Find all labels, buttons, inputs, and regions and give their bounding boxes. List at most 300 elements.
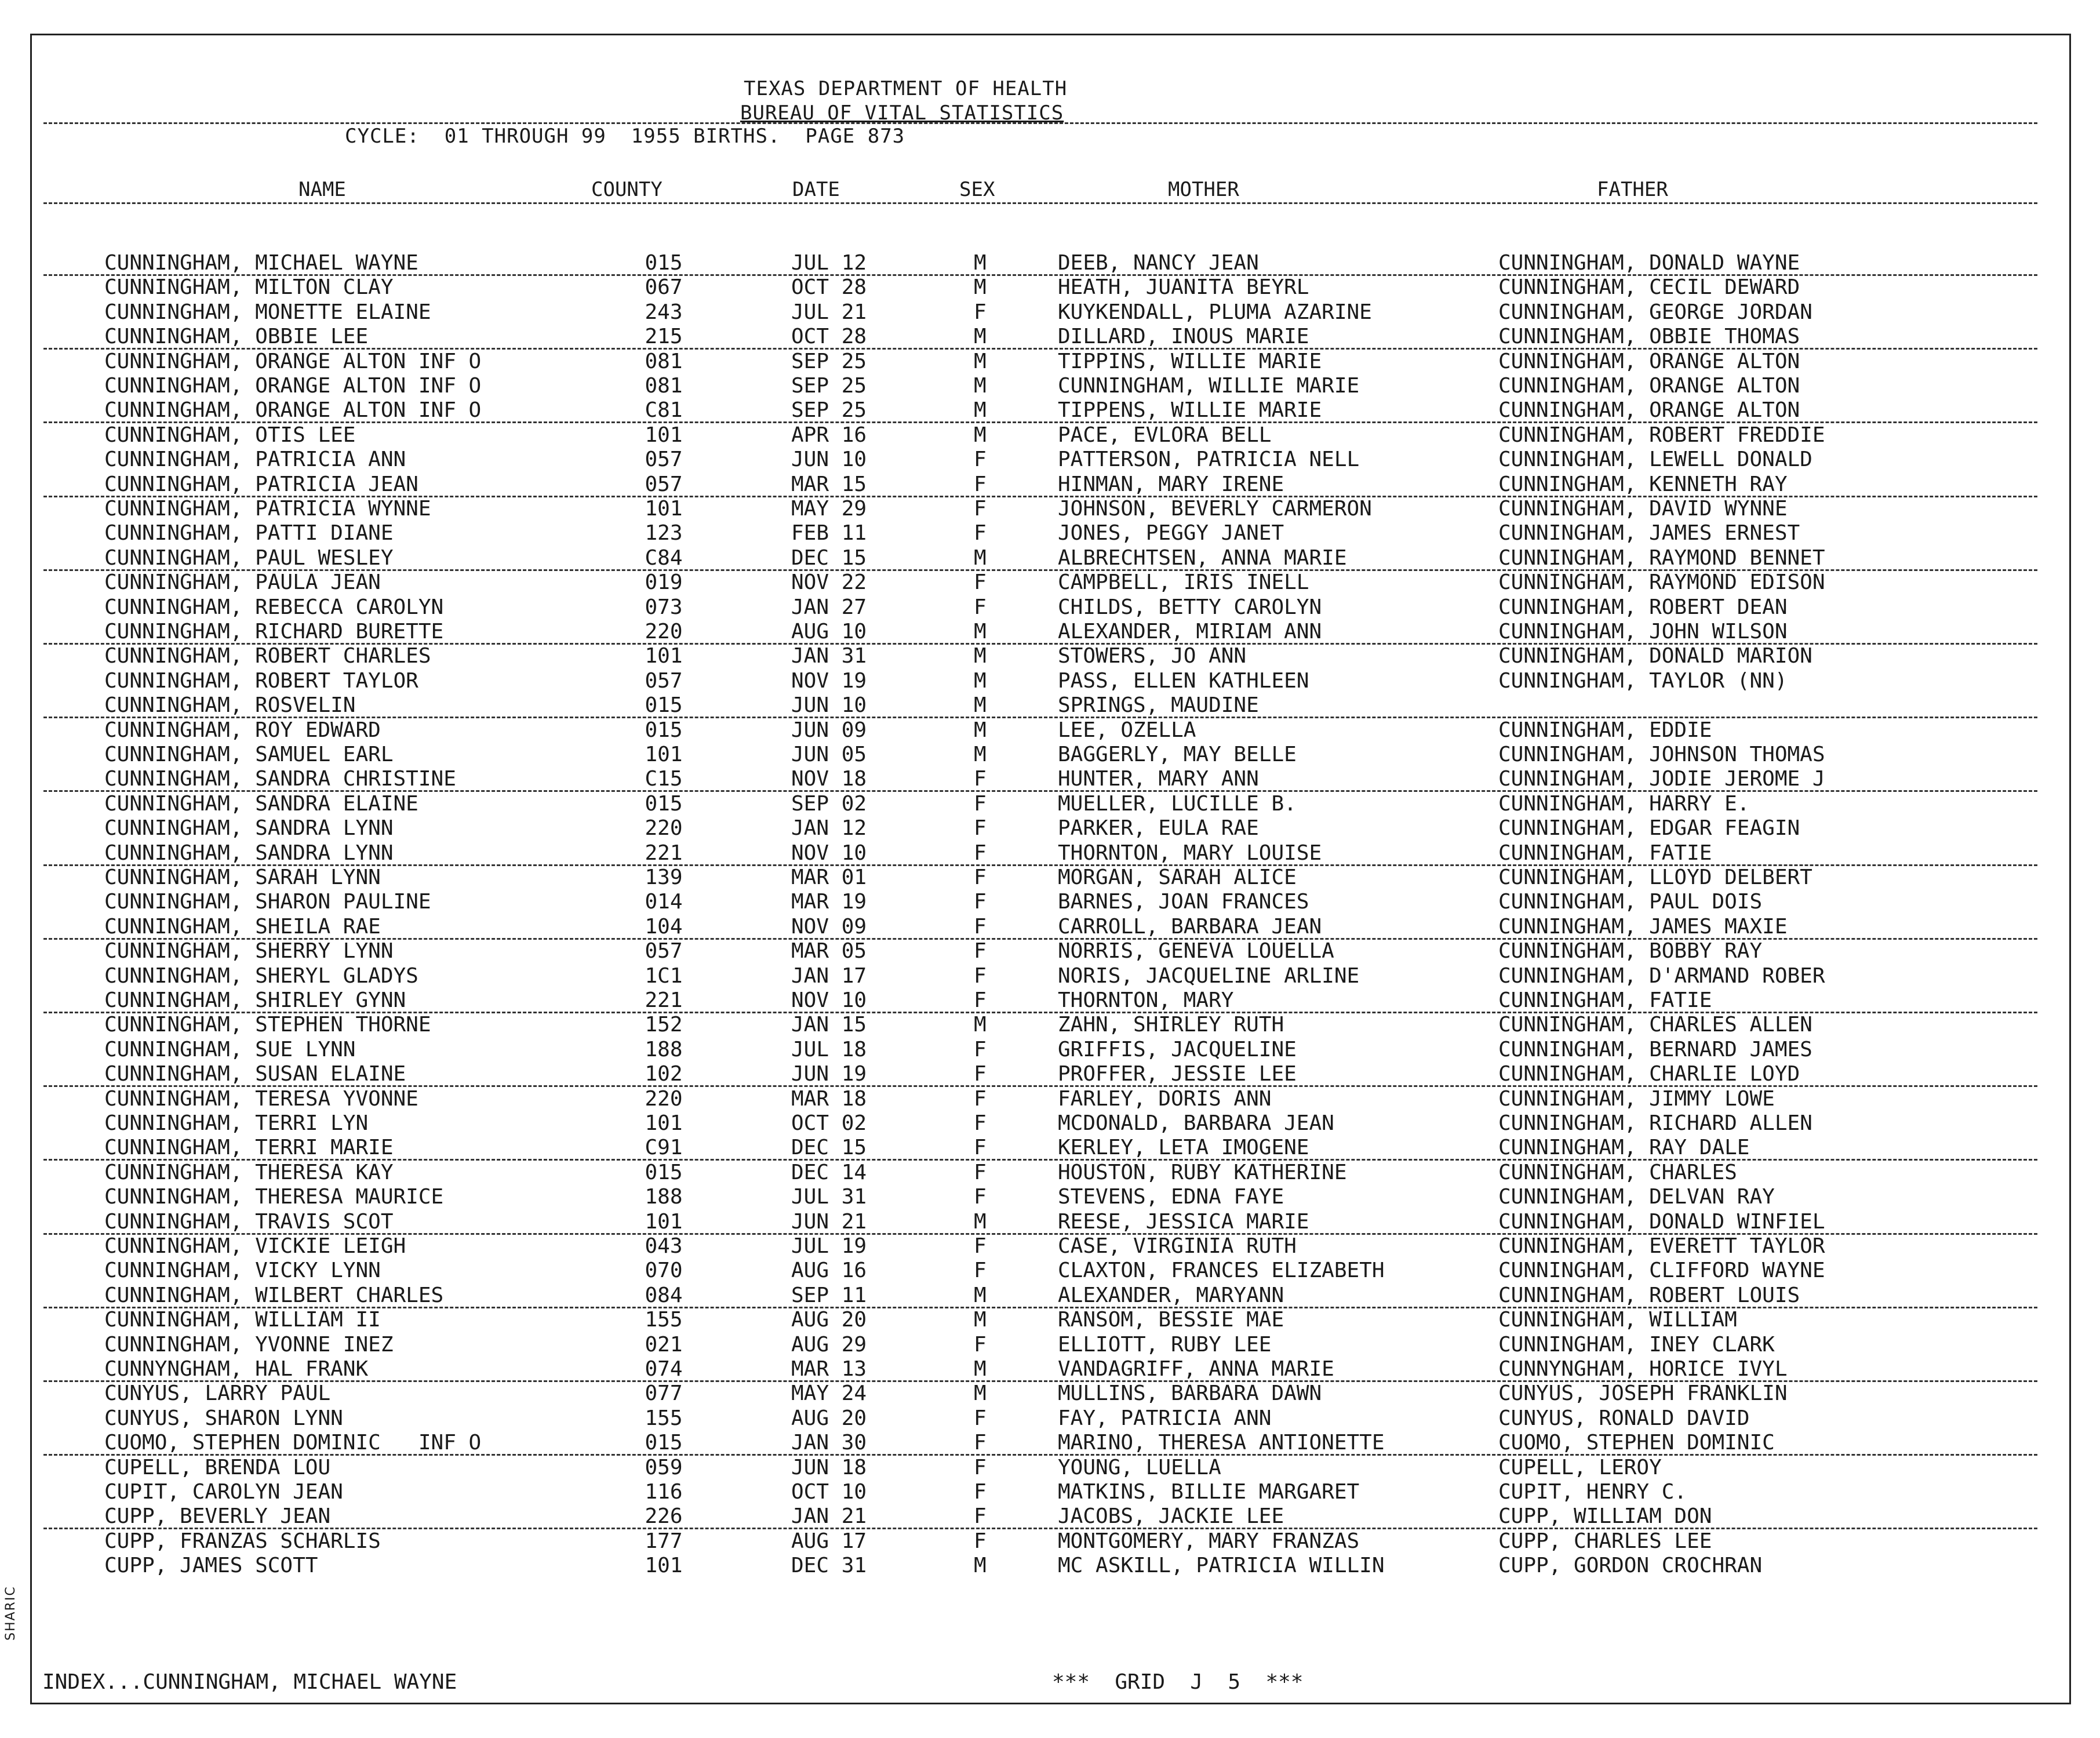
cell-date: MAY 29 [791, 497, 867, 521]
cell-sex: F [974, 914, 987, 939]
cell-father: CUNNINGHAM, RAYMOND EDISON [1498, 570, 1825, 595]
cell-name: CUNNINGHAM, PAUL WESLEY [104, 546, 394, 570]
cell-sex: F [974, 767, 987, 791]
cell-sex: M [974, 693, 987, 718]
column-header-sex: SEX [959, 178, 995, 201]
cell-sex: M [974, 1013, 987, 1037]
cell-sex: M [974, 325, 987, 349]
cell-date: SEP 11 [791, 1283, 867, 1307]
cell-date: JAN 17 [791, 963, 867, 988]
cell-mother: MATKINS, BILLIE MARGARET [1058, 1480, 1360, 1504]
cell-name: CUNNINGHAM, ROBERT CHARLES [104, 644, 431, 668]
cell-mother: CARROLL, BARBARA JEAN [1058, 914, 1322, 939]
cell-county: 043 [645, 1234, 683, 1258]
cell-sex: F [974, 816, 987, 841]
cell-father: CUPP, CHARLES LEE [1498, 1529, 1712, 1553]
cell-mother: MUELLER, LUCILLE B. [1058, 791, 1297, 816]
cell-mother: JOHNSON, BEVERLY CARMERON [1058, 497, 1372, 521]
table-row [32, 866, 2069, 890]
table-row [32, 1529, 2069, 1554]
cell-mother: KUYKENDALL, PLUMA AZARINE [1058, 300, 1372, 324]
cell-sex: M [974, 1357, 987, 1381]
cell-father: CUNNINGHAM, CHARLIE LOYD [1498, 1062, 1800, 1086]
cell-name: CUNYUS, LARRY PAUL [104, 1381, 331, 1406]
cell-date: NOV 09 [791, 914, 867, 939]
cell-sex: F [974, 1086, 987, 1111]
cell-sex: F [974, 448, 987, 472]
cell-date: DEC 15 [791, 1136, 867, 1160]
table-row [32, 521, 2069, 546]
cell-county: 221 [645, 841, 683, 865]
cell-mother: VANDAGRIFF, ANNA MARIE [1058, 1357, 1334, 1381]
table-row [32, 374, 2069, 398]
cell-father: CUNYUS, RONALD DAVID [1498, 1406, 1750, 1430]
cell-mother: TIPPENS, WILLIE MARIE [1058, 398, 1322, 423]
cell-father: CUNNINGHAM, RAY DALE [1498, 1136, 1750, 1160]
cell-county: 101 [645, 497, 683, 521]
cell-mother: CHILDS, BETTY CAROLYN [1058, 595, 1322, 619]
table-row [32, 423, 2069, 448]
cell-county: 102 [645, 1062, 683, 1086]
cell-name: CUNNINGHAM, RICHARD BURETTE [104, 620, 444, 643]
cell-date: APR 16 [791, 423, 867, 447]
cell-sex: F [974, 988, 987, 1012]
cell-mother: ALBRECHTSEN, ANNA MARIE [1058, 546, 1347, 570]
cell-date: MAR 05 [791, 939, 867, 963]
table-row [32, 1283, 2069, 1308]
table-row [32, 1357, 2069, 1381]
cell-name: CUNNINGHAM, SANDRA LYNN [104, 816, 394, 841]
cell-father: CUNNINGHAM, TAYLOR (NN) [1498, 668, 1788, 693]
cell-date: JUN 05 [791, 743, 867, 766]
cell-sex: M [974, 1381, 987, 1406]
cell-sex: F [974, 791, 987, 816]
cell-date: AUG 16 [791, 1259, 867, 1283]
cell-name: CUNNINGHAM, MONETTE ELAINE [104, 300, 431, 324]
cell-county: 101 [645, 1209, 683, 1234]
cell-name: CUNNINGHAM, SHEILA RAE [104, 914, 381, 939]
cell-father: CUNNINGHAM, DELVAN RAY [1498, 1185, 1775, 1209]
cell-sex: M [974, 743, 987, 766]
cell-sex: F [974, 1259, 987, 1283]
cell-county: 074 [645, 1357, 683, 1381]
cell-mother: CASE, VIRGINIA RUTH [1058, 1234, 1297, 1258]
cell-sex: F [974, 1136, 987, 1160]
table-row [32, 1504, 2069, 1529]
cell-county: 101 [645, 1554, 683, 1578]
cell-date: SEP 02 [791, 791, 867, 816]
cell-father: CUPP, GORDON CROCHRAN [1498, 1554, 1763, 1578]
cell-name: CUNNINGHAM, SAMUEL EARL [104, 743, 394, 766]
cell-mother: CUNNINGHAM, WILLIE MARIE [1058, 374, 1360, 398]
cell-name: CUNNINGHAM, SARAH LYNN [104, 866, 381, 889]
cell-father: CUNNINGHAM, JOHN WILSON [1498, 620, 1788, 643]
table-row [32, 1062, 2069, 1086]
cell-father: CUNNINGHAM, RAYMOND BENNET [1498, 546, 1825, 570]
cell-county: 220 [645, 620, 683, 643]
cell-date: JAN 12 [791, 816, 867, 841]
cell-father: CUNNINGHAM, BOBBY RAY [1498, 939, 1763, 963]
table-row [32, 1234, 2069, 1259]
cell-date: AUG 17 [791, 1529, 867, 1553]
cell-mother: PATTERSON, PATRICIA NELL [1058, 448, 1360, 472]
cell-sex: M [974, 349, 987, 373]
cell-sex: F [974, 595, 987, 619]
cell-mother: FAY, PATRICIA ANN [1058, 1406, 1272, 1430]
table-row [32, 1087, 2069, 1111]
cell-county: 221 [645, 988, 683, 1012]
table-row [32, 350, 2069, 374]
cell-date: SEP 25 [791, 349, 867, 373]
cell-sex: M [974, 620, 987, 643]
cell-mother: JACOBS, JACKIE LEE [1058, 1504, 1284, 1529]
cell-mother: ALEXANDER, MIRIAM ANN [1058, 620, 1322, 643]
cell-father: CUNNINGHAM, CECIL DEWARD [1498, 275, 1800, 300]
cell-father: CUPIT, HENRY C. [1498, 1480, 1687, 1504]
cell-name: CUNNINGHAM, SHERYL GLADYS [104, 963, 418, 988]
cell-date: NOV 19 [791, 668, 867, 693]
cell-sex: F [974, 841, 987, 865]
cell-sex: F [974, 1037, 987, 1061]
cell-sex: F [974, 1062, 987, 1086]
cell-county: 015 [645, 791, 683, 816]
cell-name: CUNYUS, SHARON LYNN [104, 1406, 343, 1430]
cell-sex: F [974, 521, 987, 546]
table-row [32, 939, 2069, 963]
cell-county: 188 [645, 1185, 683, 1209]
cell-county: 015 [645, 693, 683, 718]
cell-county: 014 [645, 890, 683, 914]
cell-name: CUNNINGHAM, SUE LYNN [104, 1037, 356, 1061]
cell-county: 081 [645, 374, 683, 398]
table-row [32, 1259, 2069, 1283]
index-footer: INDEX...CUNNINGHAM, MICHAEL WAYNE [42, 1670, 457, 1694]
cell-county: 155 [645, 1406, 683, 1430]
cell-father: CUNNINGHAM, ROBERT DEAN [1498, 595, 1788, 619]
column-header-name: NAME [299, 178, 346, 201]
table-row [32, 644, 2069, 668]
table-row [32, 743, 2069, 767]
cell-name: CUNNINGHAM, TRAVIS SCOT [104, 1209, 394, 1234]
cell-mother: RANSOM, BESSIE MAE [1058, 1308, 1284, 1332]
cell-date: MAR 18 [791, 1086, 867, 1111]
cell-name: CUNNINGHAM, SANDRA CHRISTINE [104, 767, 456, 791]
cell-date: MAR 15 [791, 472, 867, 496]
cell-county: 059 [645, 1455, 683, 1479]
cell-sex: M [974, 1209, 987, 1234]
table-row [32, 1013, 2069, 1037]
table-row [32, 1381, 2069, 1406]
cell-county: 243 [645, 300, 683, 324]
cell-name: CUNNINGHAM, STEPHEN THORNE [104, 1013, 431, 1037]
cell-name: CUNNINGHAM, TERRI MARIE [104, 1136, 394, 1160]
report-sheet [30, 34, 2071, 1704]
cell-father: CUNNINGHAM, WILLIAM [1498, 1308, 1737, 1332]
cell-sex: M [974, 251, 987, 275]
cell-date: JUN 21 [791, 1209, 867, 1234]
cell-father: CUOMO, STEPHEN DOMINIC [1498, 1431, 1775, 1455]
cell-sex: M [974, 1283, 987, 1307]
cell-mother: ZAHN, SHIRLEY RUTH [1058, 1013, 1284, 1037]
table-row [32, 1210, 2069, 1234]
cell-mother: NORRIS, GENEVA LOUELLA [1058, 939, 1334, 963]
cell-mother: LEE, OZELLA [1058, 718, 1196, 742]
cell-mother: THORNTON, MARY LOUISE [1058, 841, 1322, 865]
cell-sex: M [974, 644, 987, 668]
cell-name: CUNNINGHAM, SHIRLEY GYNN [104, 988, 406, 1012]
table-row [32, 1111, 2069, 1136]
cell-father: CUNNINGHAM, CHARLES [1498, 1160, 1737, 1184]
table-row [32, 251, 2069, 275]
cell-sex: F [974, 1160, 987, 1184]
cell-county: 019 [645, 570, 683, 595]
table-row [32, 816, 2069, 841]
cell-mother: PROFFER, JESSIE LEE [1058, 1062, 1297, 1086]
cell-sex: M [974, 718, 987, 742]
table-row [32, 988, 2069, 1013]
cell-father: CUNNINGHAM, D'ARMAND ROBER [1498, 963, 1825, 988]
cell-date: JUL 18 [791, 1037, 867, 1061]
cell-name: CUNNINGHAM, YVONNE INEZ [104, 1332, 394, 1357]
table-row [32, 570, 2069, 595]
cell-county: 015 [645, 1431, 683, 1455]
grid-footer: *** GRID J 5 *** [1052, 1670, 1304, 1694]
cell-county: 155 [645, 1308, 683, 1332]
cell-mother: CAMPBELL, IRIS INELL [1058, 570, 1309, 595]
cell-mother: BAGGERLY, MAY BELLE [1058, 743, 1297, 766]
cell-father: CUNNINGHAM, EDGAR FEAGIN [1498, 816, 1800, 841]
table-row [32, 669, 2069, 693]
cell-mother: STEVENS, EDNA FAYE [1058, 1185, 1284, 1209]
cell-father: CUNNINGHAM, ROBERT FREDDIE [1498, 423, 1825, 447]
cell-mother: REESE, JESSICA MARIE [1058, 1209, 1309, 1234]
table-row [32, 1480, 2069, 1504]
table-row [32, 275, 2069, 300]
side-label: SHARIC [3, 1586, 18, 1641]
cell-name: CUNNINGHAM, ROY EDWARD [104, 718, 381, 742]
cell-father: CUPELL, LEROY [1498, 1455, 1662, 1479]
cell-date: NOV 22 [791, 570, 867, 595]
cell-mother: MCDONALD, BARBARA JEAN [1058, 1111, 1334, 1135]
cell-father: CUNNINGHAM, CHARLES ALLEN [1498, 1013, 1813, 1037]
report-title: TEXAS DEPARTMENT OF HEALTH [744, 77, 1068, 100]
cell-county: 101 [645, 743, 683, 766]
cell-mother: GRIFFIS, JACQUELINE [1058, 1037, 1297, 1061]
table-row [32, 1406, 2069, 1431]
cell-mother: STOWERS, JO ANN [1058, 644, 1247, 668]
cell-sex: F [974, 1529, 987, 1553]
table-row [32, 546, 2069, 570]
cell-name: CUPP, FRANZAS SCHARLIS [104, 1529, 381, 1553]
cell-mother: PACE, EVLORA BELL [1058, 423, 1272, 447]
cell-father: CUNNINGHAM, EVERETT TAYLOR [1498, 1234, 1825, 1258]
cell-mother: TIPPINS, WILLIE MARIE [1058, 349, 1322, 373]
cell-mother: PARKER, EULA RAE [1058, 816, 1259, 841]
cell-father: CUNNINGHAM, ORANGE ALTON [1498, 349, 1800, 373]
cell-father: CUNNINGHAM, INEY CLARK [1498, 1332, 1775, 1357]
cell-county: 015 [645, 718, 683, 742]
cell-name: CUNNINGHAM, MILTON CLAY [104, 275, 394, 300]
cell-father: CUPP, WILLIAM DON [1498, 1504, 1712, 1529]
cell-father: CUNNINGHAM, DONALD WAYNE [1498, 251, 1800, 275]
cell-county: 077 [645, 1381, 683, 1406]
cell-sex: F [974, 497, 987, 521]
table-row [32, 497, 2069, 521]
cell-father: CUNNINGHAM, BERNARD JAMES [1498, 1037, 1813, 1061]
cell-date: FEB 11 [791, 521, 867, 546]
cell-father: CUNNINGHAM, JODIE JEROME J [1498, 767, 1825, 791]
cell-mother: JONES, PEGGY JANET [1058, 521, 1284, 546]
cell-date: MAR 19 [791, 890, 867, 914]
table-row [32, 300, 2069, 325]
cell-county: 015 [645, 251, 683, 275]
cell-father: CUNYUS, JOSEPH FRANKLIN [1498, 1381, 1788, 1406]
cell-county: 116 [645, 1480, 683, 1504]
cell-father: CUNNINGHAM, ORANGE ALTON [1498, 374, 1800, 398]
cell-father: CUNNINGHAM, KENNETH RAY [1498, 472, 1788, 496]
header-divider [43, 122, 2037, 124]
table-row [32, 1333, 2069, 1357]
cell-date: AUG 29 [791, 1332, 867, 1357]
table-row [32, 448, 2069, 472]
cell-name: CUPP, BEVERLY JEAN [104, 1504, 331, 1529]
cell-date: NOV 10 [791, 841, 867, 865]
cell-mother: MONTGOMERY, MARY FRANZAS [1058, 1529, 1360, 1553]
cell-county: 057 [645, 939, 683, 963]
table-row [32, 1185, 2069, 1209]
table-row [32, 792, 2069, 816]
cell-father: CUNNINGHAM, HARRY E. [1498, 791, 1750, 816]
cell-sex: F [974, 570, 987, 595]
table-row [32, 718, 2069, 743]
cell-date: NOV 18 [791, 767, 867, 791]
cell-name: CUNNINGHAM, SANDRA LYNN [104, 841, 394, 865]
column-header-county: COUNTY [591, 178, 663, 201]
cell-sex: F [974, 472, 987, 496]
cell-mother: HINMAN, MARY IRENE [1058, 472, 1284, 496]
cell-father: CUNNINGHAM, EDDIE [1498, 718, 1712, 742]
cell-name: CUNNINGHAM, OBBIE LEE [104, 325, 369, 349]
cell-name: CUNNINGHAM, REBECCA CAROLYN [104, 595, 444, 619]
cell-name: CUNNINGHAM, PATRICIA WYNNE [104, 497, 431, 521]
cell-name: CUNNINGHAM, TERESA YVONNE [104, 1086, 418, 1111]
cell-name: CUNNINGHAM, PAULA JEAN [104, 570, 381, 595]
cell-sex: M [974, 1554, 987, 1578]
table-row [32, 964, 2069, 988]
column-header-date: DATE [792, 178, 840, 201]
table-row [32, 1136, 2069, 1160]
table-row [32, 1554, 2069, 1578]
cell-sex: M [974, 546, 987, 570]
cell-sex: F [974, 1332, 987, 1357]
cell-county: 070 [645, 1259, 683, 1283]
cell-date: JAN 31 [791, 644, 867, 668]
cell-date: JUN 19 [791, 1062, 867, 1086]
cell-mother: ELLIOTT, RUBY LEE [1058, 1332, 1272, 1357]
table-row [32, 1456, 2069, 1480]
cell-county: 057 [645, 472, 683, 496]
table-row [32, 890, 2069, 914]
cell-sex: M [974, 275, 987, 300]
cell-name: CUNNINGHAM, VICKY LYNN [104, 1259, 381, 1283]
table-row [32, 693, 2069, 718]
cell-county: 177 [645, 1529, 683, 1553]
table-row [32, 841, 2069, 866]
cell-sex: M [974, 398, 987, 423]
cell-name: CUNNINGHAM, ORANGE ALTON INF O [104, 398, 482, 423]
cell-name: CUNNINGHAM, THERESA KAY [104, 1160, 394, 1184]
cell-name: CUPP, JAMES SCOTT [104, 1554, 318, 1578]
cell-father: CUNNINGHAM, DONALD MARION [1498, 644, 1813, 668]
cell-date: OCT 10 [791, 1480, 867, 1504]
cell-date: AUG 10 [791, 620, 867, 643]
cell-father: CUNNINGHAM, JIMMY LOWE [1498, 1086, 1775, 1111]
cell-county: C91 [645, 1136, 683, 1160]
cell-county: 101 [645, 644, 683, 668]
cell-mother: KERLEY, LETA IMOGENE [1058, 1136, 1309, 1160]
cell-date: JUL 12 [791, 251, 867, 275]
cell-sex: F [974, 1406, 987, 1430]
cell-mother: DILLARD, INOUS MARIE [1058, 325, 1309, 349]
cell-name: CUNNINGHAM, PATTI DIANE [104, 521, 394, 546]
cell-name: CUNNYNGHAM, HAL FRANK [104, 1357, 369, 1381]
cell-father: CUNNINGHAM, DAVID WYNNE [1498, 497, 1788, 521]
cell-county: 021 [645, 1332, 683, 1357]
cell-sex: F [974, 1185, 987, 1209]
cell-name: CUNNINGHAM, WILBERT CHARLES [104, 1283, 444, 1307]
cell-date: JUL 19 [791, 1234, 867, 1258]
cell-name: CUNNINGHAM, ORANGE ALTON INF O [104, 374, 482, 398]
cell-county: 101 [645, 423, 683, 447]
cell-county: C15 [645, 767, 683, 791]
cell-mother: YOUNG, LUELLA [1058, 1455, 1221, 1479]
cell-name: CUNNINGHAM, SHARON PAULINE [104, 890, 431, 914]
column-header-mother: MOTHER [1168, 178, 1239, 201]
cell-mother: MORGAN, SARAH ALICE [1058, 866, 1297, 889]
column-header-father: FATHER [1597, 178, 1668, 201]
cell-sex: F [974, 1234, 987, 1258]
cell-date: JAN 30 [791, 1431, 867, 1455]
cell-county: 104 [645, 914, 683, 939]
cell-date: JAN 15 [791, 1013, 867, 1037]
cell-mother: MC ASKILL, PATRICIA WILLIN [1058, 1554, 1385, 1578]
cell-county: 057 [645, 668, 683, 693]
cell-county: C84 [645, 546, 683, 570]
cell-father: CUNNINGHAM, FATIE [1498, 841, 1712, 865]
cell-mother: HUNTER, MARY ANN [1058, 767, 1259, 791]
table-row [32, 595, 2069, 620]
cell-mother: SPRINGS, MAUDINE [1058, 693, 1259, 718]
cell-father: CUNNINGHAM, ORANGE ALTON [1498, 398, 1800, 423]
cell-mother: HEATH, JUANITA BEYRL [1058, 275, 1309, 300]
cell-county: 084 [645, 1283, 683, 1307]
cell-name: CUNNINGHAM, VICKIE LEIGH [104, 1234, 406, 1258]
table-row [32, 1161, 2069, 1185]
cell-sex: F [974, 1504, 987, 1529]
cell-date: JAN 27 [791, 595, 867, 619]
cell-county: 015 [645, 1160, 683, 1184]
cell-mother: PASS, ELLEN KATHLEEN [1058, 668, 1309, 693]
cell-sex: F [974, 939, 987, 963]
cell-name: CUPIT, CAROLYN JEAN [104, 1480, 343, 1504]
cell-county: C81 [645, 398, 683, 423]
cell-date: DEC 15 [791, 546, 867, 570]
cell-county: 057 [645, 448, 683, 472]
cell-date: SEP 25 [791, 374, 867, 398]
cell-father: CUNNINGHAM, RICHARD ALLEN [1498, 1111, 1813, 1135]
table-row [32, 767, 2069, 791]
cell-county: 067 [645, 275, 683, 300]
